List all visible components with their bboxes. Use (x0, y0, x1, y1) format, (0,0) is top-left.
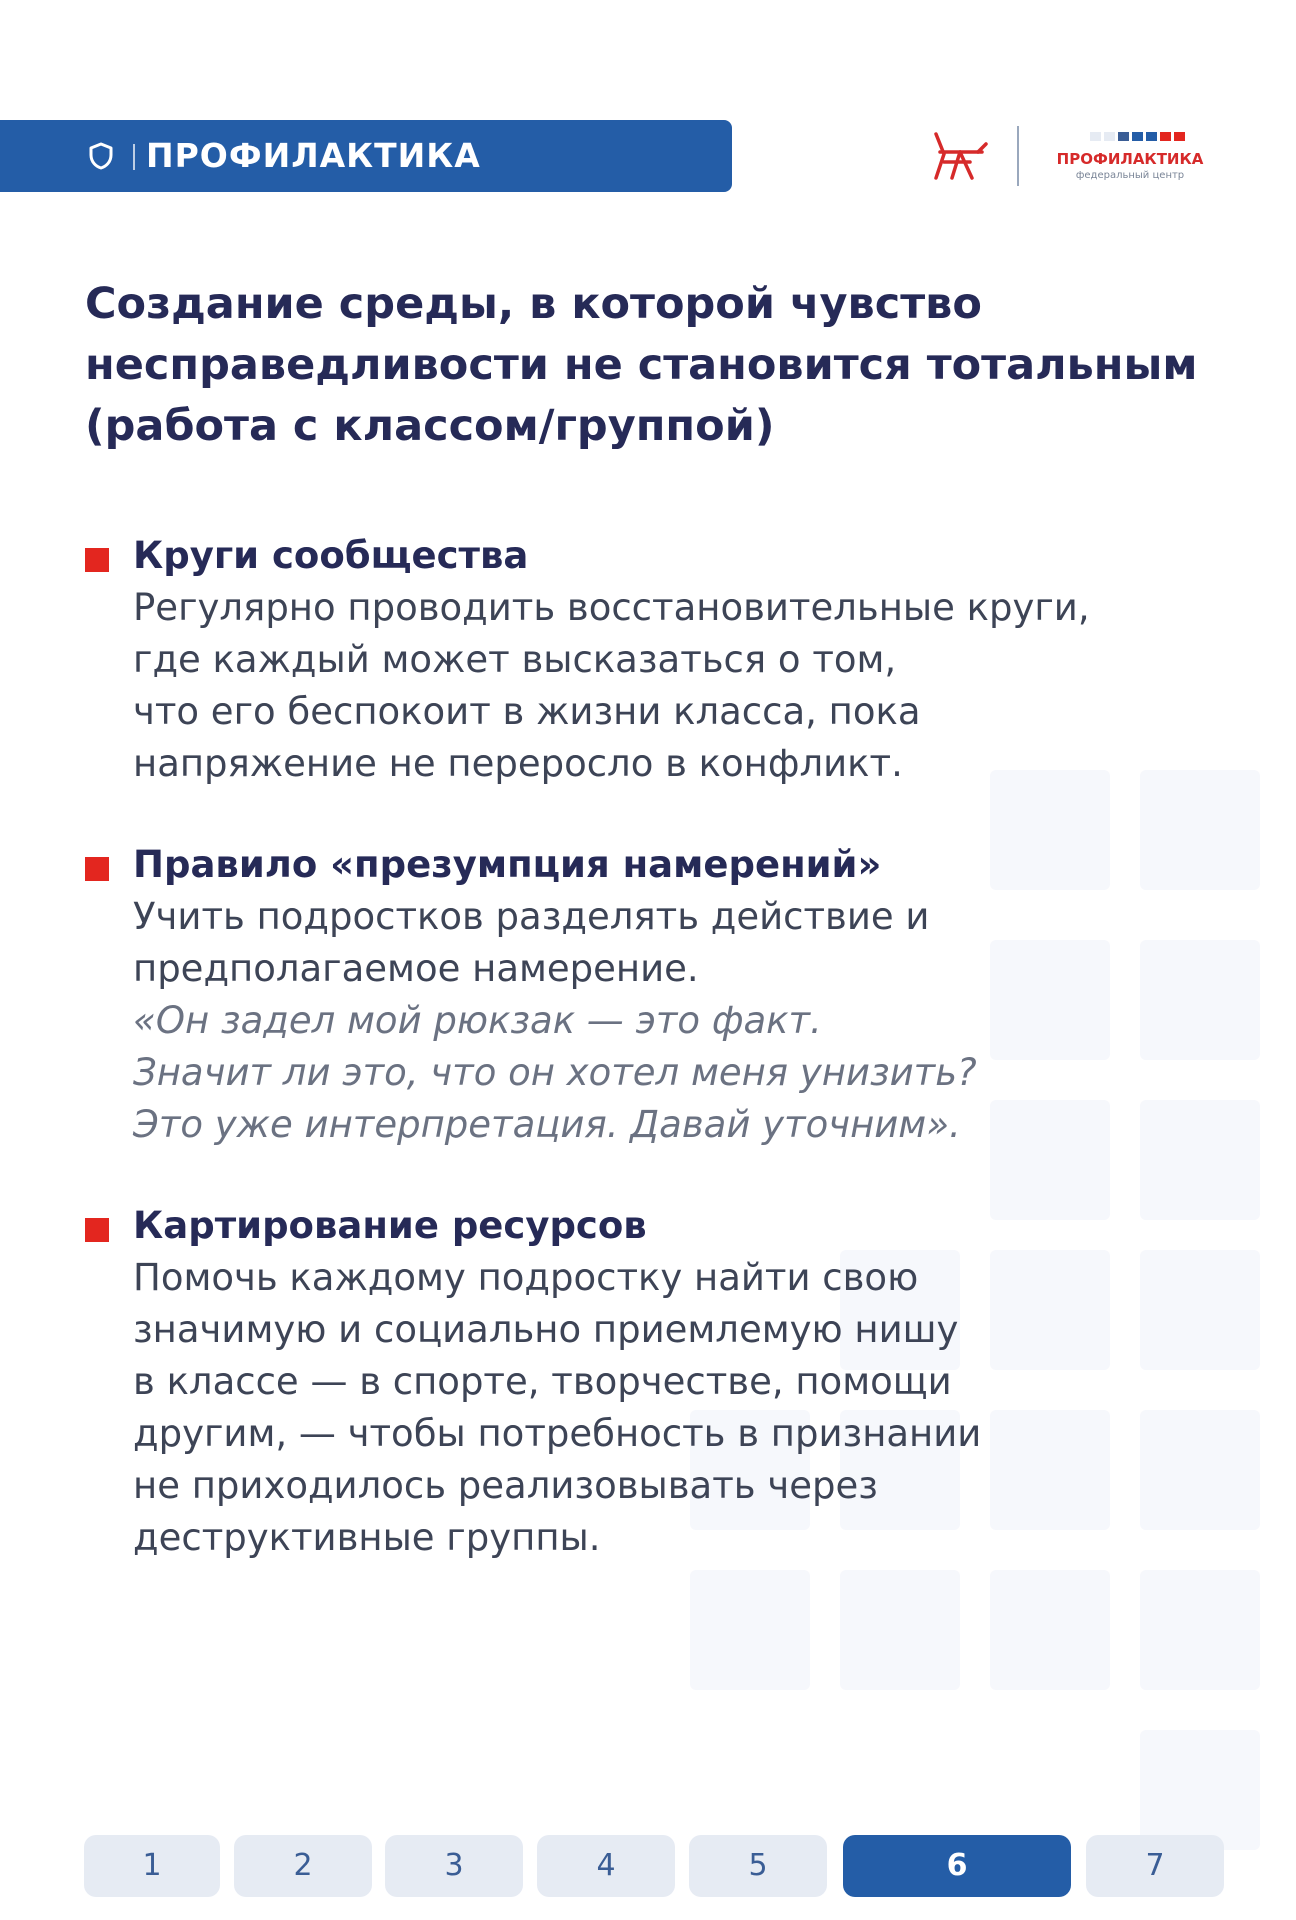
section-body (133, 1252, 981, 1564)
body-line: не приходилось реализовывать через (133, 1464, 878, 1507)
body-line: в классе — в спорте, творчестве, помощи (133, 1360, 952, 1403)
quote-line: «Он задел мой рюкзак — это факт. (133, 999, 822, 1042)
body-line: напряжение не переросло в конфликт. (133, 742, 903, 785)
body-line: что его беспокоит в жизни класса, пока (133, 690, 921, 733)
body-line: Помочь каждому подростку найти свою (133, 1256, 919, 1299)
logo-color-strip (1090, 132, 1185, 141)
quote-line: Это уже интерпретация. Давай уточним». (133, 1103, 961, 1146)
chair-icon (930, 128, 992, 184)
body-line: где каждый может высказаться о том, (133, 638, 897, 681)
body-line: другим, — чтобы потребность в признании (133, 1412, 982, 1455)
body-line: значимую и социально приемлемую нишу (133, 1308, 959, 1351)
page-button-6-current[interactable]: 6 (843, 1835, 1071, 1897)
body-line: предполагаемое намерение. (133, 947, 699, 990)
section-heading: Правило «презумпция намерений» (133, 843, 882, 886)
page-title (85, 274, 1245, 457)
page-button-5[interactable]: 5 (689, 1835, 827, 1897)
pagination (84, 1835, 1214, 1897)
page-button-3[interactable]: 3 (385, 1835, 523, 1897)
logo-title: ПРОФИЛАКТИКА (1056, 150, 1204, 168)
logo-divider (1017, 126, 1019, 186)
section-body (133, 891, 977, 1151)
page-button-2[interactable]: 2 (234, 1835, 372, 1897)
bullet-square (85, 548, 109, 572)
bullet-square (85, 1218, 109, 1242)
body-line: Регулярно проводить восстановительные круги, (133, 586, 1090, 629)
header-bar (0, 120, 732, 192)
header-title: ПРОФИЛАКТИКА (146, 136, 481, 175)
quote-line: Значит ли это, что он хотел меня унизить? (133, 1051, 977, 1094)
header-separator (133, 144, 135, 170)
page-title-line: несправедливости не становится тотальным (85, 340, 1198, 390)
logo-subtitle: федеральный центр (1075, 170, 1185, 181)
section-heading: Картирование ресурсов (133, 1204, 647, 1247)
page-button-1[interactable]: 1 (84, 1835, 220, 1897)
section-body (133, 582, 1090, 790)
body-line: деструктивные группы. (133, 1516, 601, 1559)
section-heading: Круги сообщества (133, 534, 529, 577)
page-title-line: Создание среды, в которой чувство (85, 279, 982, 329)
page-button-4[interactable]: 4 (537, 1835, 675, 1897)
bullet-square (85, 857, 109, 881)
page-button-7[interactable]: 7 (1086, 1835, 1224, 1897)
body-line: Учить подростков разделять действие и (133, 895, 930, 938)
shield-icon (88, 142, 114, 170)
page-title-line: (работа с классом/группой) (85, 401, 775, 451)
